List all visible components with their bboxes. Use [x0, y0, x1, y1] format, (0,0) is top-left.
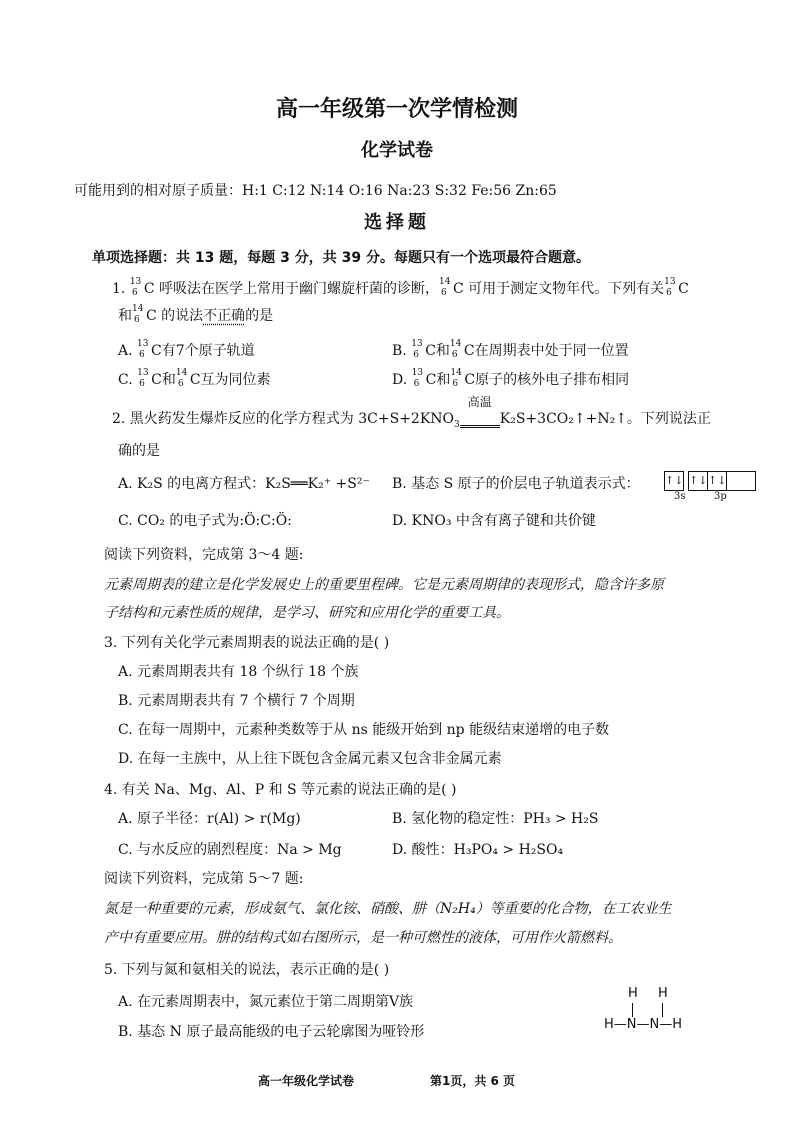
page-title: 高一年级第一次学情检测: [275, 97, 518, 122]
reading-passage-1a: 元素周期表的建立是化学发展史上的重要里程碑。它是元素周期律的表现形式，隐含许多原: [104, 577, 664, 593]
orbital-diagram: [664, 469, 756, 491]
page-subtitle: 化学试卷: [361, 140, 433, 161]
hydrazine-bond-left: [632, 1003, 633, 1017]
q2-option-b[interactable]: B. 基态 S 原子的价层电子轨道表示式：: [392, 476, 640, 492]
footer-left: 高一年级化学试卷: [258, 1074, 355, 1088]
q3-option-b[interactable]: B. 元素周期表共有 7 个横行 7 个周期: [118, 693, 355, 709]
atomic-mass-line: 可能用到的相对原子质量：H:1 C:12 N:14 O:16 Na:23 S:32 Fe:56 Zn:65: [74, 183, 557, 199]
q4-option-d[interactable]: D. 酸性：H₃PO₄ > H₂SO₄: [392, 842, 564, 858]
section-heading: 选择题: [364, 212, 430, 233]
q1-stem-line2: 和 14 6 C 的说法不正确的是: [118, 304, 274, 325]
footer-page: 第1页，共 6 页: [430, 1074, 516, 1088]
orbital-3p: ↑↓ ↑↓: [688, 471, 756, 491]
orbital-label-3s: 3s: [674, 491, 686, 502]
q1-option-a[interactable]: A. 13 6 C有7个原子轨道: [118, 339, 255, 360]
q1-option-c[interactable]: C. 13 6 C和 14 6 C互为同位素: [118, 368, 271, 389]
q4-option-b[interactable]: B. 氢化物的稳定性：PH₃ > H₂S: [392, 811, 599, 827]
reading-intro-1: 阅读下列资料，完成第 3～4 题:: [104, 547, 304, 563]
q5-option-b[interactable]: B. 基态 N 原子最高能级的电子云轮廓图为哑铃形: [118, 1024, 425, 1040]
q2-stem: 2. 黑火药发生爆炸反应的化学方程式为 $3C+S+2KNO_3$ 高温 K₂S+3CO₂↑+N₂↑。下列说法正: [112, 395, 711, 430]
orbital-label-3p: 3p: [714, 491, 727, 502]
orbital-3s: ↑↓: [664, 471, 684, 491]
q2-stem-line2: 确的是: [118, 443, 160, 459]
hydrazine-bond-right: [662, 1003, 663, 1017]
q3-option-c[interactable]: C. 在每一周期中，元素种类数等于从 ns 能级开始到 np 能级结束递增的电子数: [118, 722, 610, 738]
q3-stem: 3. 下列有关化学元素周期表的说法正确的是( ): [104, 635, 390, 651]
q4-stem: 4. 有关 Na、Mg、Al、P 和 S 等元素的说法正确的是( ): [104, 782, 457, 798]
hydrazine-chain: H—N—N—H: [604, 1017, 682, 1032]
q2-option-a[interactable]: A. K₂S 的电离方程式：K₂S══K₂⁺ +S²⁻: [118, 476, 370, 492]
q4-option-a[interactable]: A. 原子半径：r(Al) > r(Mg): [118, 811, 301, 827]
instruction: 单项选择题：共 13 题，每题 3 分，共 39 分。每题只有一个选项最符合题意。: [92, 250, 590, 266]
q4-option-c[interactable]: C. 与水反应的剧烈程度：Na > Mg: [118, 842, 342, 858]
q1-option-d[interactable]: D. 13 6 C和 14 6 C原子的核外电子排布相同: [392, 368, 630, 389]
reading-passage-2b: 产中有重要应用。肼的结构式如右图所示，是一种可燃性的液体，可用作火箭燃料。: [104, 930, 622, 946]
q2-option-d[interactable]: D. KNO₃ 中含有离子键和共价键: [392, 513, 596, 529]
reading-passage-2a: 氮是一种重要的元素，形成氨气、氯化铵、硝酸、肼（N₂H₄）等重要的化合物，在工农业生: [104, 901, 672, 917]
q1-stem: 1. 13 6 C 呼吸法在医学上常用于幽门螺旋杆菌的诊断， 14 6 C 可用于测定文物年代。下列有关 13 6 C: [112, 277, 689, 298]
hydrazine-h-right: H: [658, 986, 668, 1001]
q2-option-c[interactable]: C. CO₂ 的电子式为:Ö:C:Ö:: [118, 513, 292, 529]
q1-option-b[interactable]: B. 13 6 C和 14 6 C在周期表中处于同一位置: [392, 339, 629, 360]
q5-stem: 5. 下列与氮和氨相关的说法，表示正确的是( ): [104, 962, 390, 978]
hydrazine-h-left: H: [628, 986, 638, 1001]
reaction-condition: 高温: [467, 395, 492, 409]
q5-option-a[interactable]: A. 在元素周期表中，氮元素位于第二周期第V族: [118, 994, 414, 1010]
reading-intro-2: 阅读下列资料，完成第 5～7 题:: [104, 871, 304, 887]
reading-passage-1b: 子结构和元素性质的规律，是学习、研究和应用化学的重要工具。: [104, 605, 510, 621]
q3-option-d[interactable]: D. 在每一主族中，从上往下既包含金属元素又包含非金属元素: [118, 751, 502, 767]
q3-option-a[interactable]: A. 元素周期表共有 18 个纵行 18 个族: [118, 664, 359, 680]
